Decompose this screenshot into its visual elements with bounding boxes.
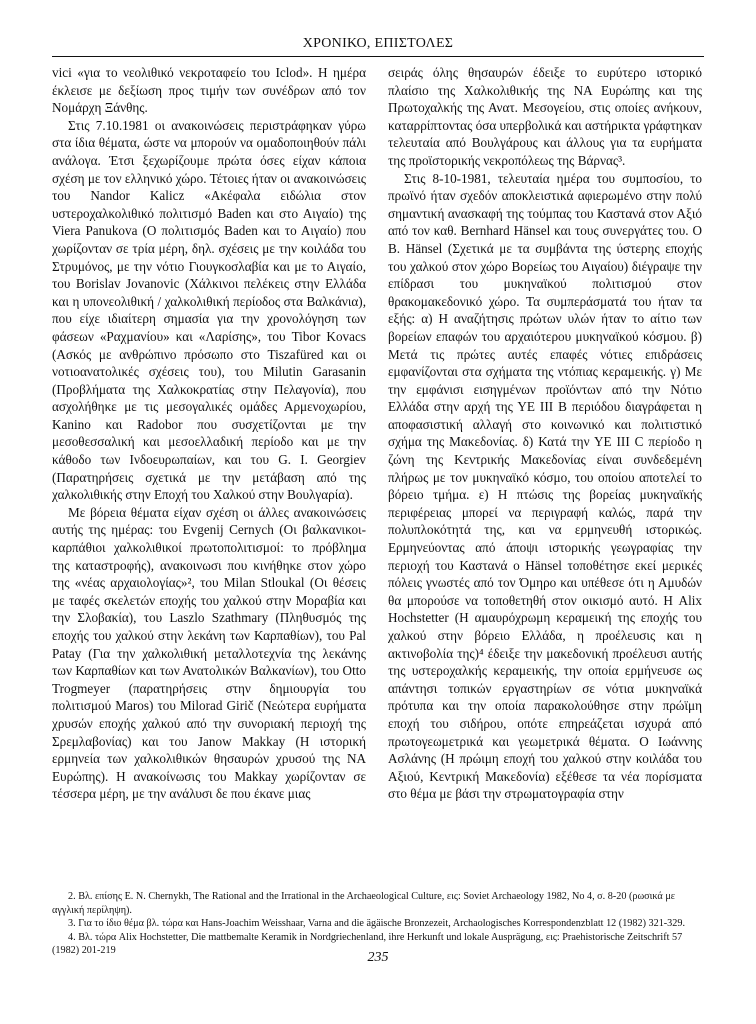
paragraph: Στις 7.10.1981 οι ανακοινώσεις περιστράφηκαν γύρω στα ίδια θέματα, ώστε να μπορούν να ομαδοποιηθούν πάλι ανάλογα. Έτσι ξεχωρίζουμε πρώτα όσες είχαν κάποια σχέση με τον ελληνικό χώρο. Τέτοιες ήταν οι ανακοινώσεις του Nandor Kalicz «Ακέφαλα ειδώλια στον υστεροχαλκολιθικό πολιτισμό Baden και στο Αιγαίο) της Viera Panukova (Ο πολιτισμός Baden και το Αιγαίο) που χωρίζονταν σε τρία μέρη, δηλ. σχέσεις με την κοιλάδα του Στρυμόνος, με την νότιο Γιουγκοσλαβία και με το Αιγαίο, του Borislav Jovanovic (Χάλκινοι πελέκεις στην Ελλάδα και η υπονεολιθική / χαλκολιθική περίοδος στα Βαλκάνια), που είχε ιδιαίτερη σημασία για την χρονολόγηση των φάσεων «Ραχμανίου» και «Λαρίσης», του Tibor Kovacs (Ασκός με ανθρώπινο πρόσωπο στο Tiszafüred και οι νοτιοανατολικές σχέσεις του), του Milutin Garasanin (Προβλήματα της Χαλκοκρατίας στην Πελαγονία), που ασχολήθηκε με τις μεσογαλικές ομάδες Αρμενοχωρίου, Kanino και Radobor που συσχετίζονται με την μεσοθεσσαλική και μεσοελλαδική περίοδο και με την κάθοδο των Ινδοευρωπαίων, και του G. I. Georgiev (Παρατηρήσεις σχετικά με την μετάβαση από της χαλκολιθικής στην Εποχή του Χαλκού στην Βουλγαρία). bbox=[52, 117, 366, 503]
footnote: 3. Για το ίδιο θέμα βλ. τώρα και Hans-Joachim Weisshaar, Varna and die ägäische Bronzezeit, Archaologisches Korrespondenzblatt 12 (1982) 321-329. bbox=[68, 918, 686, 929]
page-number: 235 bbox=[367, 950, 389, 965]
paragraph: vici «για το νεολιθικό νεκροταφείο του Iclod». Η ημέρα έκλεισε με δεξίωση προς τιμήν των συνέδρων από τον Νομάρχη Ξάνθης. bbox=[52, 65, 366, 116]
right-column bbox=[388, 64, 702, 803]
header-rule bbox=[52, 56, 704, 57]
footnote: 4. Βλ. τώρα Alix Hochstetter, Die mattbemalte Keramik in Nordgriechenland, ihre Herkunft und lokale Ausprägung, εις: Praehistorische Zeitschrift 57 (1982) 201-219 bbox=[52, 931, 683, 956]
paragraph: Με βόρεια θέματα είχαν σχέση οι άλλες ανακοινώσεις αυτής της ημέρας: του Evgenij Cernych (Οι βαλκανικοι-καρπάθιοι χαλκολιθικοί πρωτοπολιτισμοί: το πρόβλημα της καταστροφής), ανακοινωσι που κινήθηκε στον χώρο της «νέας αρχαιολογίας»², του Milan Stloukal (Οι θέσεις με ταφές σκελετών εποχής του χαλκού στην Μοραβία και την Σλοβακία), του Laszlo Szathmary (Πληθυσμός της εποχής του χαλκού στην λεκάνη των Καρπαθίων), του Pal Patay (Για την χαλκολιθική μεταλλοτεχνία της λεκάνης των Καρπαθίων και των Ανατολικών Βαλκανίων), του Otto Trogmeyer (παρατηρήσεις στην δημιουργία του πολιτισμού Maros) του Milorad Girič (Νεώτερα ευρήματα χρυσών εποχής χαλκού από την συνοριακή περιοχή της Σρεμλαβονίας) και του Janow Makkay (Η ιστορική ερμηνεία των χαλκολιθικών θησαυρών χρυσού της ΝΑ Ευρώπης). Η ανακοίνωσις του Makkay χωρίζονταν σε τέσσερα μέρη, με την ανάλυσι δε που έκανε μιας bbox=[52, 504, 366, 802]
footnote: 2. Βλ. επίσης E. N. Chernykh, The Rational and the Irrational in the Archaeological Culture, εις: Soviet Archaeology 1982, No 4, σ. 8-20 (ρωσικά με αγγλική περίληψη). bbox=[52, 891, 676, 916]
running-header: ΧΡΟΝΙΚΟ, ΕΠΙΣΤΟΛΕΣ bbox=[302, 36, 454, 51]
footnotes bbox=[52, 890, 704, 958]
paragraph: Στις 8-10-1981, τελευταία ημέρα του συμποσίου, το πρωϊνό ήταν σχεδόν αποκλειστικά αφιερωμένο στην πολύ σημαντική ανασκαφή της τούμπας του Καστανά στον Αξιό από τον καθ. Bernhard Hänsel και τους συνεργάτες του. Ο Β. Hänsel (Σχετικά με τα συμβάντα της ύστερης εποχής του χαλκού στον χώρο Βορείως του Αιγαίου) διέγραψε την επίδρασι του μυκηναϊκού πολιτισμού στον θρακομακεδονικό χώρο. Τα συμπεράσματά του ήταν τα εξής: α) Η αναζήτησις πρώτων υλών ήταν το αίτιο των βορείων επαφών του αρχαιότερου μυκηναϊκού κόσμου. β) Μετά τις πρώτες αυτές επαφές νότιες επιδράσεις εμφανίζονται στα σχήματα της ντόπιας κεραμεικής. γ) Με την εμφάνισι εισηγμένων προϊόντων από την Νότιο Ελλάδα στην αρχή της ΥΕ ΙΙΙ Β περιόδου διαγράφεται η αποφασιστική αλλαγή στο κοινωνικό και πολιτιστικό σχήμα της Μακεδονίας. δ) Κατά την ΥΕ ΙΙΙ C περίοδο η ζώνη της Κεντρικής Μακεδονίας είναι συνδεδεμένη πλήρως με τον μυκηναϊκό κόσμο, του οποίου αποτελεί το βόρειο τμήμα. ε) Η πτώσις της βορείας μυκηναϊκής περιφέρειας μπορεί να περιγραφή καλώς, παρά την πολυπλοκότητά της, και να ερμηνευθή ιστορικώς. Ερμηνεύοντας από άποψι ιστορικής γεωγραφίας την περιοχή του Καστανά ο Hänsel τοποθέτησε εκεί μερικές πόλεις γνωστές από τον Όμηρο και υπέθεσε ότι η Αμυδών θα μπορούσε να τοποθετηθή στον οικισμό αυτό. Η Alix Hochstetter (Η αμαυρόχρωμη κεραμεική της εποχής του χαλκού στην βόρειο Ελλάδα, η προέλευσις και η ακτινοβολία της)⁴ έδειξε την μακεδονική προέλευσι αυτής της υστεροχαλκής κεραμεικής, την οποία ερμήνευσε ως απάντησι τοπικών εργαστηρίων σε νότια μυκηναϊκά πρότυπα και την οποία παρακολούθησε στην πρώϊμη εποχή του σιδήρου, οπότε επηρεάζεται ισχυρά από πρωτογεωμετρικά και γεωμετρικά θέματα. Ο Ιωάννης Ασλάνης (Η πρώιμη εποχή του χαλκού στην κοιλάδα του Αξιού, Κεντρική Μακεδονία) εξέθεσε τα νέα πορίσματα στο θέμα με βάσι την στρωματογραφία στην bbox=[388, 170, 702, 802]
paragraph: σειράς όλης θησαυρών έδειξε το ευρύτερο ιστορικό πλαίσιο της Χαλκολιθικής της ΝΑ Ευρώπης και της Πρωτοχαλκής της Ανατ. Μεσογείου, στις οποίες ανήκουν, καταρρίπτοντας όσα υπερβολικά και αστήρικτα γράφτηκαν τελευταία από Βουλγάρους και άλλους για τα ευρήματα της προϊστορικής νεκροπόλεως της Βάρνας³. bbox=[388, 65, 702, 168]
left-column bbox=[52, 64, 366, 803]
